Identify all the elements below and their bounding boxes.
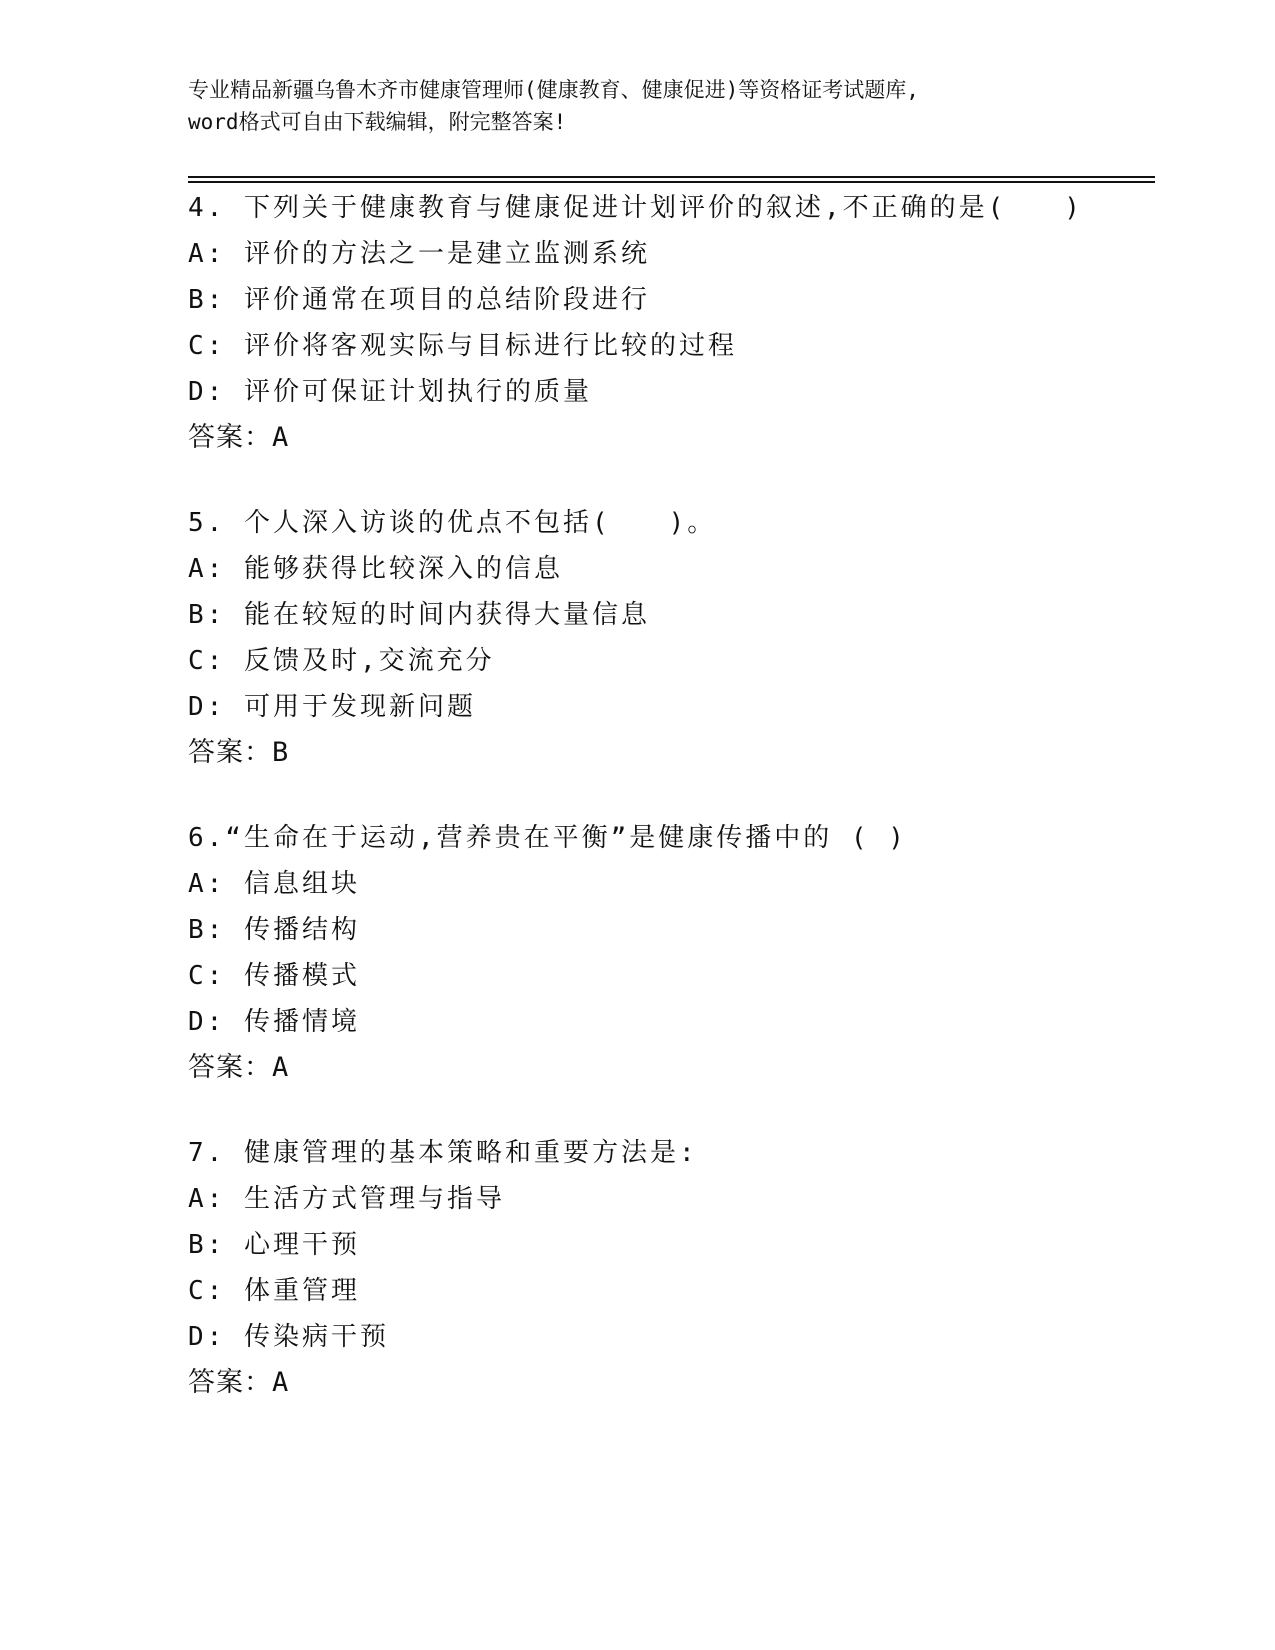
answer-line — [188, 1360, 1148, 1406]
question-block-4 — [188, 185, 1148, 461]
answer-label: 答案： — [188, 737, 272, 768]
header-divider-bottom — [188, 181, 1155, 183]
option-d: D: 可用于发现新问题 — [188, 692, 476, 722]
header-line-2: word格式可自由下载编辑，附完整答案! — [188, 110, 567, 134]
question-block-6 — [188, 815, 1148, 1091]
question-block-7 — [188, 1130, 1148, 1406]
question-stem: 5. 个人深入访谈的优点不包括( )。 — [188, 508, 717, 538]
option-a: A: 评价的方法之一是建立监测系统 — [188, 239, 650, 269]
option-b: B: 心理干预 — [188, 1230, 360, 1260]
option-c: C: 传播模式 — [188, 961, 360, 991]
option-d: D: 传染病干预 — [188, 1322, 389, 1352]
option-b: B: 能在较短的时间内获得大量信息 — [188, 600, 650, 630]
answer-value: A — [272, 1052, 290, 1083]
option-c: C: 体重管理 — [188, 1276, 360, 1306]
answer-line — [188, 415, 1148, 461]
header-line-1: 专业精品新疆乌鲁木齐市健康管理师(健康教育、健康促进)等资格证考试题库, — [188, 78, 919, 102]
option-d: D: 评价可保证计划执行的质量 — [188, 377, 592, 407]
option-c: C: 反馈及时,交流充分 — [188, 646, 495, 676]
header-divider-top — [188, 176, 1155, 178]
answer-line — [188, 730, 1148, 776]
option-c: C: 评价将客观实际与目标进行比较的过程 — [188, 331, 737, 361]
question-stem: 4. 下列关于健康教育与健康促进计划评价的叙述,不正确的是( ) — [188, 193, 1083, 223]
option-a: A: 生活方式管理与指导 — [188, 1184, 505, 1214]
option-a: A: 信息组块 — [188, 869, 360, 899]
answer-label: 答案： — [188, 422, 272, 453]
answer-value: A — [272, 1367, 290, 1398]
option-a: A: 能够获得比较深入的信息 — [188, 554, 563, 584]
option-b: B: 传播结构 — [188, 915, 360, 945]
question-stem: 6.“生命在于运动,营养贵在平衡”是健康传播中的 ( ) — [188, 823, 907, 853]
question-block-5 — [188, 500, 1148, 776]
option-b: B: 评价通常在项目的总结阶段进行 — [188, 285, 650, 315]
question-stem: 7. 健康管理的基本策略和重要方法是: — [188, 1138, 698, 1168]
document-header — [188, 74, 1088, 138]
answer-label: 答案： — [188, 1367, 272, 1398]
answer-value: B — [272, 737, 290, 768]
option-d: D: 传播情境 — [188, 1007, 360, 1037]
answer-value: A — [272, 422, 290, 453]
answer-line — [188, 1045, 1148, 1091]
answer-label: 答案： — [188, 1052, 272, 1083]
